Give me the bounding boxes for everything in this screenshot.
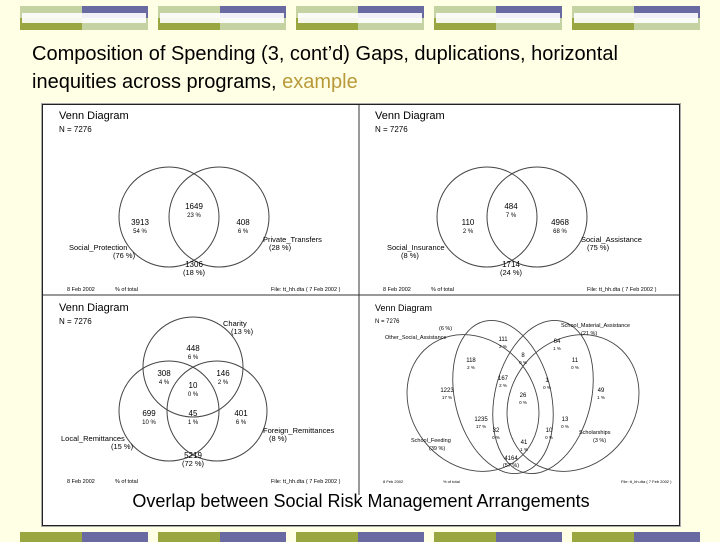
venn4-cell-value-14: 41 [520,440,528,446]
deco-block-3 [296,6,424,30]
venn4-cell-value-5: 167 [497,376,509,382]
venn2-right-pct: 68 % [553,229,567,235]
venn3-tr-value: 146 [216,369,230,378]
venn1-center-pct: 23 % [187,213,201,219]
venn1-n: N = 7276 [59,125,92,134]
venn4-cell-value-12: 32 [492,428,500,434]
venn4-heading: Venn Diagram [375,303,433,313]
venn4-sma-name: School_Material_Assistance [561,323,631,329]
venn4-total-note: % of total [443,479,460,484]
venn4-cell-pct-7: 17 % [441,395,453,400]
venn4-date: 8 Feb 2002 [383,479,404,484]
venn1-center-value: 1649 [185,202,203,211]
venn3-left-name: Local_Remittances [61,434,125,443]
venn3-bl-pct: 10 % [142,420,156,426]
venn3-right-total: (8 %) [269,434,287,443]
venn4-osa-pct: (6 %) [439,326,453,332]
venn4-cell-pct-10: 17 % [475,424,487,429]
deco-block-4 [434,6,562,30]
venn-social-insurance-social-assistance [375,110,657,293]
venn4-cell-value-2: 8 [521,353,525,359]
venn3-center-pct: 0 % [187,392,199,398]
venn4-cell-value-0: 111 [498,337,508,343]
top-decorative-bar [0,4,720,34]
venn4-file: File: tt_hh.dta ( 7 Feb 2002 ) [621,479,672,484]
venn4-cell-value-13: 10 [545,428,553,434]
venn4-cell-pct-4: 0 % [571,365,579,370]
venn1-right-total: (28 %) [269,243,292,252]
venn1-right-name: Private_Transfers [263,235,322,244]
venn2-right-total: (75 %) [587,243,610,252]
venn-diagrams-svg [43,105,679,525]
venn2-center-pct: 7 % [505,213,517,219]
venn3-left-total: (15 %) [111,442,134,451]
venn2-left-name: Social_Insurance [387,243,445,252]
venn2-right-name: Social_Assistance [581,235,642,244]
deco-block-1 [20,6,148,30]
venn4-sch-name: Scholarships [579,430,611,436]
slide-title-accent: example [282,71,358,93]
venn1-outside-pct: (18 %) [182,268,206,277]
venn3-bc-value: 45 [188,409,198,418]
venn2-right-value: 4968 [551,218,569,227]
venn2-outside-pct: (24 %) [499,268,523,277]
venn1-file: File: tt_hh.dta ( 7 Feb 2002 ) [271,287,341,293]
venn4-cell-pct-3: 2 % [467,365,475,370]
deco-block-2 [158,6,286,30]
venn4-cell-value-3: 118 [466,358,476,364]
venn1-left-pct: 54 % [133,229,147,235]
venn4-osa-name: Other_Social_Assistance [385,335,447,341]
venn3-br-value: 401 [234,409,248,418]
bottom-decorative-bar [0,532,720,542]
venn-social-assistance-programs [375,303,672,498]
venn4-sf-name: School_Feeding [411,438,451,444]
venn3-bl-value: 699 [142,409,156,418]
venn4-cell-value-1: 64 [553,339,561,345]
venn3-tl-value: 308 [157,369,171,378]
venn4-ellipse-scholarships [480,308,666,498]
venn1-left-total: (76 %) [113,251,136,260]
venn2-left-pct: 2 % [462,229,474,235]
venn3-heading: Venn Diagram [59,302,129,314]
venn4-sma-pct: (21 %) [581,331,598,337]
venn4-cell-pct-1: 1 % [553,346,561,351]
venn1-left-value: 3913 [131,218,149,227]
venn4-cell-pct-6: 0 % [543,385,551,390]
venn3-top-pct: 6 % [187,355,199,361]
venn3-bc-pct: 1 % [187,420,199,426]
venn2-outside-value: 1714 [502,260,520,269]
venn4-cell-pct-2: 0 % [519,360,527,365]
venn3-right-name: Foreign_Remittances [263,426,335,435]
venn3-total-note: % of total [115,479,138,485]
venn4-n: N = 7276 [375,319,400,325]
venn-social-protection-private-transfers [59,110,341,293]
venn4-cell-value-7: 1223 [440,388,454,394]
slide-title-main: Composition of Spending (3, cont’d) Gaps, duplications, horizontal inequities across programs, [32,43,618,93]
venn3-top-value: 448 [186,344,200,353]
venn2-file: File: tt_hh.dta ( 7 Feb 2002 ) [587,287,657,293]
venn4-outside-value: 4164 [504,456,518,462]
venn4-cell-pct-13: 0 % [545,435,553,440]
venn2-center-value: 484 [504,202,518,211]
venn4-cell-pct-8: 1 % [597,395,605,400]
venn3-n: N = 7276 [59,317,92,326]
venn1-total-note: % of total [115,287,138,293]
venn1-right-pct: 6 % [237,229,249,235]
venn1-outside-value: 1306 [185,260,203,269]
venn4-cell-pct-9: 0 % [519,400,527,405]
venn2-left-value: 110 [461,218,475,227]
venn3-center-value: 10 [188,381,198,390]
venn4-cell-value-10: 1235 [474,417,488,423]
venn4-cell-pct-5: 2 % [499,383,507,388]
venn4-cell-value-9: 26 [519,393,527,399]
venn4-cell-pct-11: 0 % [561,424,569,429]
venn1-heading: Venn Diagram [59,110,129,122]
venn1-date: 8 Feb 2002 [67,287,95,293]
venn4-sf-pct: (39 %) [429,446,446,452]
venn4-sch-pct: (3 %) [593,438,607,444]
venn3-date: 8 Feb 2002 [67,479,95,485]
venn2-total-note: % of total [431,287,454,293]
venn3-top-total: (13 %) [231,327,254,336]
venn3-tr-pct: 2 % [217,380,229,386]
venn1-left-name: Social_Protection [69,243,128,252]
venn3-file: File: tt_hh.dta ( 7 Feb 2002 ) [271,479,341,485]
venn4-cell-pct-0: 2 % [499,344,507,349]
venn3-top-name: Charity [223,319,247,328]
venn3-tl-pct: 4 % [158,380,170,386]
venn3-outside-pct: (72 %) [181,459,205,468]
venn4-cell-pct-12: 0 % [492,435,500,440]
venn4-cell-value-8: 49 [597,388,605,394]
figure-caption: Overlap between Social Risk Management Arrangements [132,491,590,511]
venn1-right-value: 408 [236,218,250,227]
venn4-cell-value-6: 1 [545,378,549,384]
venn2-date: 8 Feb 2002 [383,287,411,293]
venn2-left-total: (8 %) [401,251,419,260]
venn3-br-pct: 6 % [235,420,247,426]
venn4-cell-value-4: 11 [571,358,579,364]
venn-charity-remittances [59,302,341,485]
venn2-heading: Venn Diagram [375,110,445,122]
slide-title [32,40,692,96]
venn3-outside-value: 5219 [184,451,202,460]
deco-block-5 [572,6,700,30]
venn4-cell-value-11: 13 [561,417,569,423]
venn4-outside-pct: (57 %) [502,463,520,469]
venn2-n: N = 7276 [375,125,408,134]
venn-diagrams-panel [42,104,680,526]
venn4-cell-pct-14: 1 % [520,447,528,452]
venn4-ellipse-school-feeding [438,310,569,485]
